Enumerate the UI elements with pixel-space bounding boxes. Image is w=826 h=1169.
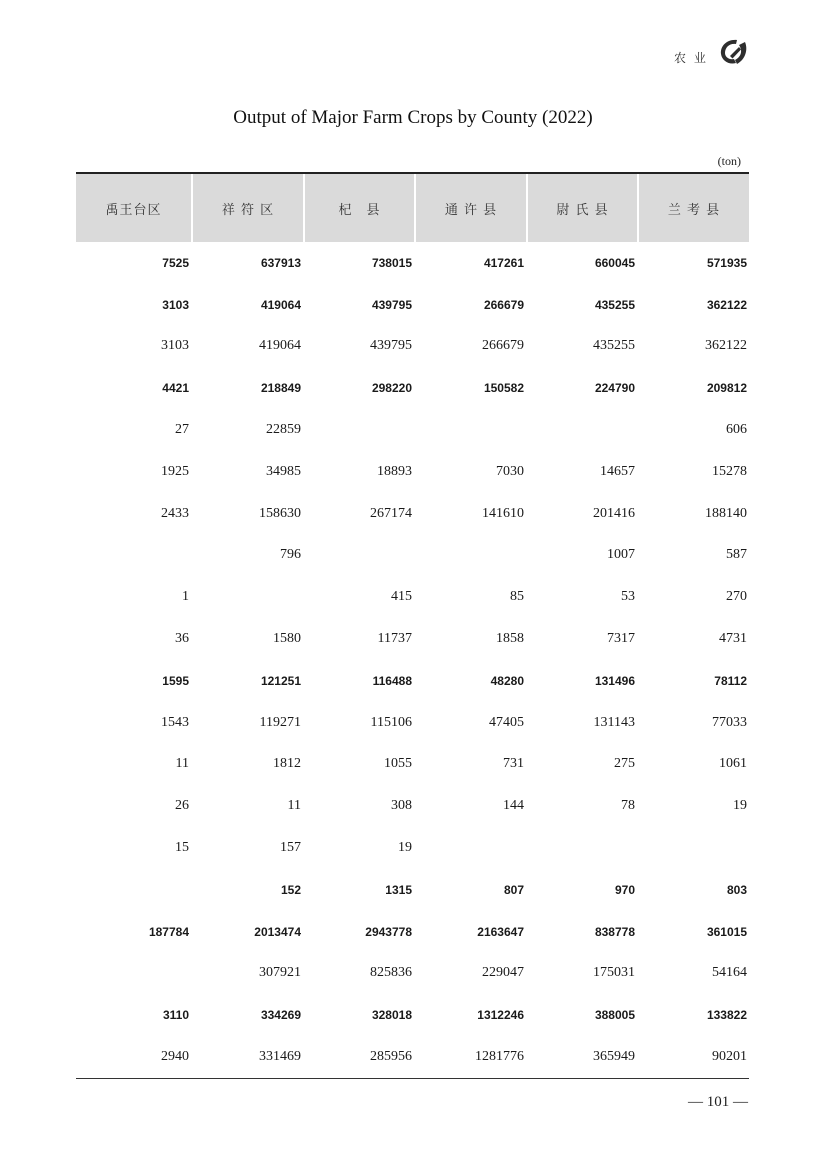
table-cell: 7030 [496,463,524,479]
table-row [76,284,749,326]
column-header-weishi: 尉 氏 县 [526,174,637,242]
table-cell: 285956 [370,1049,412,1065]
table-cell: 144 [503,798,524,814]
table-row [76,827,749,869]
table-cell: 157 [280,840,301,856]
table-cell: 27 [175,422,189,438]
table-cell: 328018 [371,1008,412,1023]
table-cell: 388005 [594,1008,635,1023]
table-row [76,326,749,368]
table-row [76,785,749,827]
table-cell: 2013474 [254,924,301,939]
table-cell: 419064 [260,297,301,312]
table-cell: 2943778 [365,924,412,939]
table-cell: 415 [391,589,412,605]
table-cell: 77033 [712,714,747,730]
table-cell: 275 [614,756,635,772]
table-cell: 121251 [260,673,301,688]
table-cell: 1007 [607,547,635,563]
page-number: — 101 — [688,1094,748,1110]
table-cell: 1580 [273,631,301,647]
table-cell: 435255 [593,338,635,354]
table-cell: 1925 [161,463,189,479]
table-cell: 731 [503,756,524,772]
table-cell: 54164 [712,965,747,981]
table-cell: 803 [726,882,747,897]
table-cell: 637913 [260,255,301,270]
table-body [76,242,749,1078]
yearbook-logo-icon [716,37,750,67]
table-cell: 22859 [266,422,301,438]
column-header-xiangfu: 祥 符 区 [191,174,303,242]
table-cell: 970 [614,882,635,897]
table-cell: 362122 [705,338,747,354]
table-cell: 419064 [259,338,301,354]
table-cell: 3103 [162,297,189,312]
table-cell: 36 [175,631,189,647]
table-cell: 331469 [259,1049,301,1065]
table-row [76,744,749,786]
table-cell: 796 [280,547,301,563]
table-cell: 439795 [371,297,412,312]
table-cell: 131496 [594,673,635,688]
table-row [76,409,749,451]
table-cell: 266679 [483,297,524,312]
table-cell: 15 [175,840,189,856]
table-cell: 11737 [377,631,412,647]
table-cell: 188140 [705,505,747,521]
table-cell: 78112 [714,673,747,688]
column-header-tongxu: 通 许 县 [414,174,526,242]
table-row [76,953,749,995]
table-row [76,994,749,1036]
table-row [76,660,749,702]
table-cell: 1812 [273,756,301,772]
table-cell: 11 [175,756,189,772]
table-cell: 660045 [594,255,635,270]
column-header-qi: 杞 县 [303,174,414,242]
table-cell: 201416 [593,505,635,521]
table-cell: 224790 [594,381,635,396]
table-cell: 116488 [372,673,412,688]
crop-output-table [76,172,749,1079]
table-cell: 2163647 [477,924,524,939]
table-cell: 47405 [489,714,524,730]
column-header-yuwangtai: 禹王台区 [105,202,162,218]
table-cell: 1315 [385,882,412,897]
table-row [76,911,749,953]
table-cell: 738015 [371,255,412,270]
table-row [76,451,749,493]
table-cell: 1595 [162,673,189,688]
table-cell: 133822 [706,1008,747,1023]
table-cell: 587 [726,547,747,563]
table-cell: 4731 [719,631,747,647]
table-cell: 7317 [607,631,635,647]
table-cell: 119271 [259,714,301,730]
table-cell: 266679 [482,338,524,354]
table-cell: 307921 [259,965,301,981]
table-cell: 270 [726,589,747,605]
table-cell: 152 [280,882,301,897]
table-cell: 1543 [161,714,189,730]
table-cell: 606 [726,422,747,438]
table-header-row [76,174,749,242]
table-cell: 1061 [719,756,747,772]
table-cell: 19 [733,798,747,814]
table-cell: 187784 [148,924,189,939]
table-cell: 15278 [712,463,747,479]
table-cell: 298220 [371,381,412,396]
table-cell: 435255 [594,297,635,312]
table-cell: 11 [287,798,301,814]
table-cell: 34985 [266,463,301,479]
table-cell: 115106 [370,714,412,730]
table-cell: 3110 [162,1008,189,1023]
table-row [76,367,749,409]
table-row [76,242,749,284]
table-cell: 141610 [482,505,524,521]
running-head-section: 农 业 [674,51,708,65]
table-cell: 131143 [593,714,635,730]
table-row [76,1036,749,1078]
table-cell: 2433 [161,505,189,521]
table-cell: 175031 [593,965,635,981]
table-cell: 85 [510,589,524,605]
table-cell: 209812 [706,381,747,396]
table-cell: 158630 [259,505,301,521]
table-cell: 838778 [594,924,635,939]
table-cell: 571935 [706,255,747,270]
column-header-lankao: 兰 考 县 [637,174,749,242]
table-cell: 229047 [482,965,524,981]
table-cell: 78 [621,798,635,814]
table-cell: 439795 [370,338,412,354]
table-cell: 1055 [384,756,412,772]
table-cell: 4421 [162,381,189,396]
table-cell: 1312246 [477,1008,524,1023]
table-cell: 362122 [706,297,747,312]
table-cell: 18893 [377,463,412,479]
table-cell: 1281776 [475,1049,524,1065]
table-cell: 48280 [490,673,524,688]
table-cell: 1858 [496,631,524,647]
table-cell: 150582 [483,381,524,396]
table-row [76,869,749,911]
table-cell: 7525 [162,255,189,270]
table-cell: 361015 [706,924,747,939]
unit-label: (ton) [717,154,741,168]
table-cell: 417261 [483,255,524,270]
table-cell: 1 [182,589,189,605]
table-cell: 3103 [161,338,189,354]
table-row [76,618,749,660]
table-cell: 2940 [161,1049,189,1065]
table-row [76,576,749,618]
table-cell: 825836 [370,965,412,981]
table-row [76,535,749,577]
table-cell: 90201 [712,1049,747,1065]
table-cell: 14657 [600,463,635,479]
table-cell: 807 [503,882,524,897]
table-row [76,702,749,744]
table-row [76,493,749,535]
table-cell: 218849 [260,381,301,396]
table-cell: 26 [175,798,189,814]
table-cell: 334269 [260,1008,301,1023]
table-cell: 308 [391,798,412,814]
table-cell: 267174 [370,505,412,521]
page-title: Output of Major Farm Crops by County (2022) [233,107,593,128]
table-cell: 53 [621,589,635,605]
table-cell: 365949 [593,1049,635,1065]
table-cell: 19 [398,840,412,856]
